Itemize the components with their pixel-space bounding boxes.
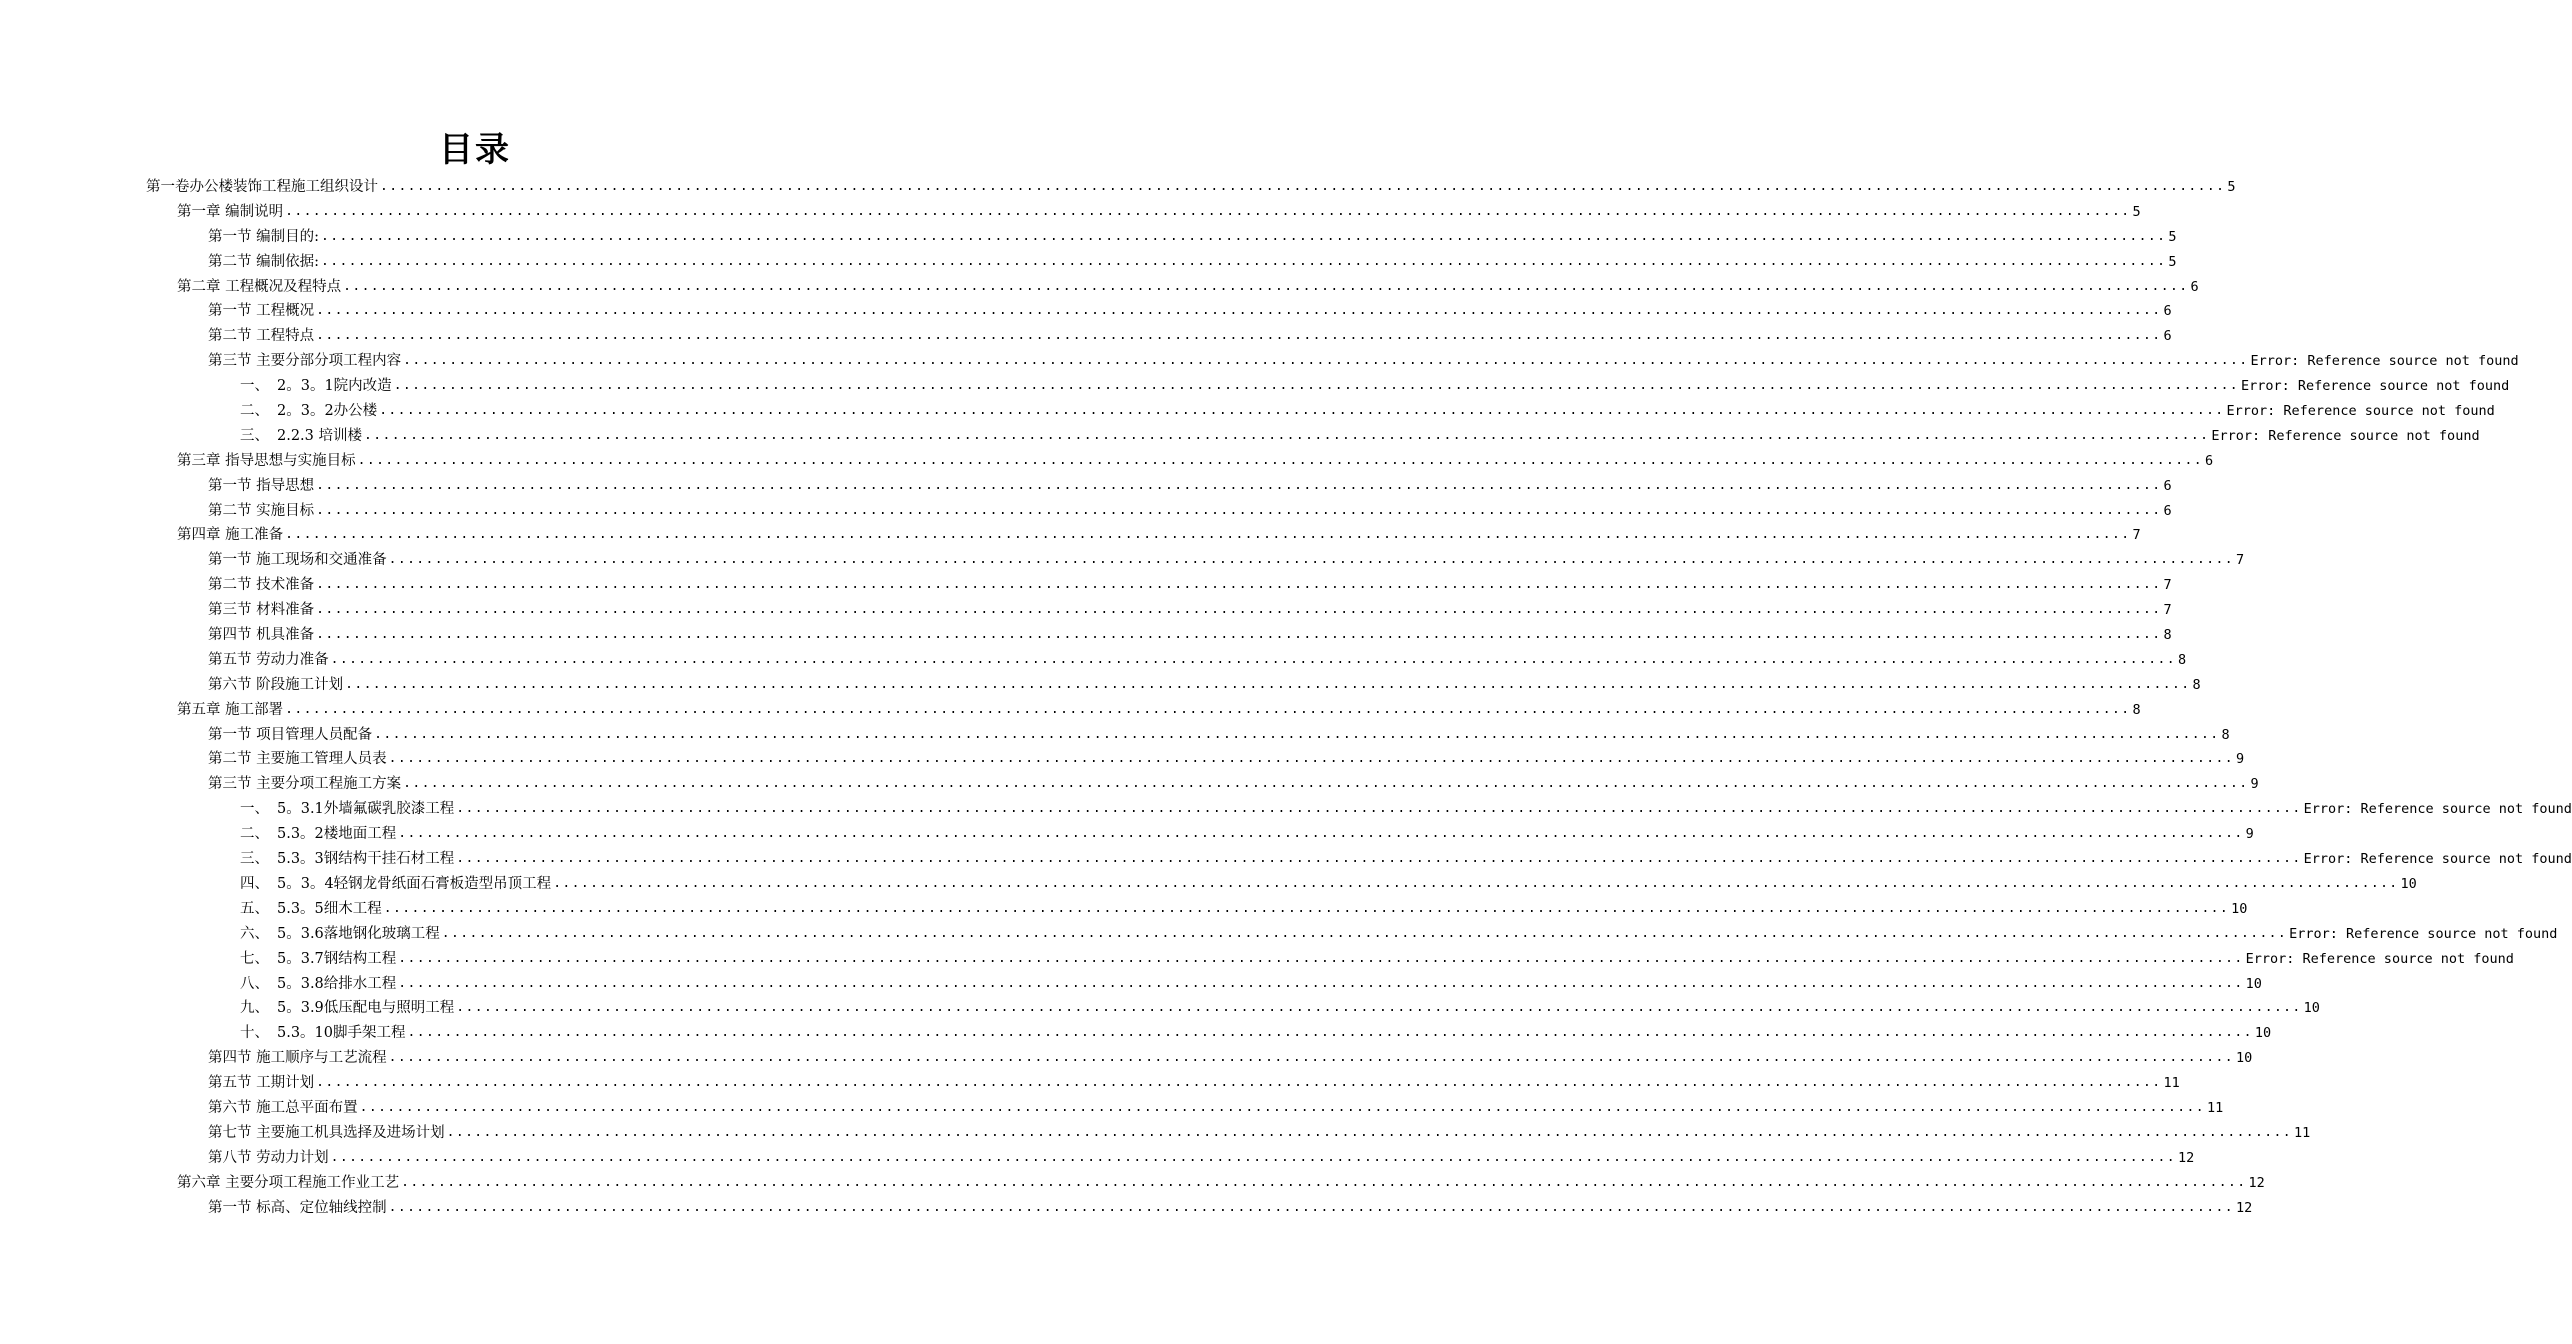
- toc-page-number: Error: Reference source not found: [2241, 378, 2510, 395]
- toc-entry-label: [208, 1046, 387, 1071]
- toc-page-number: 7: [2235, 552, 2245, 569]
- toc-entry[interactable]: [0, 349, 2519, 374]
- toc-entry[interactable]: [0, 523, 2141, 548]
- toc-dot-leader: ........................................................................................................................................................................................................: [383, 900, 2230, 916]
- toc-entry-label: [208, 349, 401, 374]
- toc-page-number: 5: [2168, 228, 2177, 245]
- toc-page-number: Error: Reference source not found: [2245, 950, 2514, 967]
- toc-dot-leader: ........................................................................................................................................................................................................: [316, 577, 2162, 593]
- toc-entry-title: 第六章 主要分项工程施工作业工艺: [177, 1174, 400, 1191]
- toc-page-number: 12: [2177, 1149, 2195, 1166]
- toc-dot-leader: ........................................................................................................................................................................................................: [380, 179, 2226, 194]
- toc-entry[interactable]: [0, 374, 2510, 399]
- toc-entry-label: [177, 449, 356, 474]
- toc-entry-label: [240, 996, 454, 1021]
- toc-page-number: 11: [2206, 1099, 2224, 1116]
- toc-page-number: 6: [2204, 452, 2214, 469]
- toc-page-number: 7: [2163, 577, 2172, 594]
- toc-entry-label: [208, 474, 314, 499]
- toc-entry[interactable]: [0, 1171, 2265, 1196]
- toc-page-number: 6: [2163, 328, 2172, 345]
- toc-entry-label: [208, 772, 401, 797]
- toc-dot-leader: ........................................................................................................................................................................................................: [316, 1075, 2162, 1091]
- toc-dot-leader: ........................................................................................................................................................................................................: [456, 801, 2302, 817]
- toc-dot-leader: ........................................................................................................................................................................................................: [316, 477, 2162, 493]
- toc-page-number: 9: [2245, 826, 2254, 843]
- toc-entry[interactable]: [0, 822, 2254, 847]
- toc-dot-leader: ........................................................................................................................................................................................................: [388, 1050, 2234, 1066]
- toc-entry[interactable]: [0, 698, 2141, 723]
- toc-entry-label: [240, 399, 377, 424]
- toc-entry[interactable]: [0, 424, 2480, 449]
- toc-dot-leader: ........................................................................................................................................................................................................: [321, 228, 2167, 244]
- toc-page-number: 6: [2163, 477, 2172, 494]
- toc-entry-label: [208, 1096, 358, 1121]
- toc-entry-title: 第一节 指导思想: [208, 477, 315, 494]
- toc-entry-title: 第二节 实施目标: [208, 502, 315, 519]
- toc-entry[interactable]: [0, 897, 2248, 922]
- toc-entry-label: [208, 1146, 329, 1171]
- toc-page-number: 10: [2235, 1050, 2253, 1067]
- toc-page-number: 8: [2192, 676, 2201, 693]
- toc-entry-title: 5。3.1外墙氟碳乳胶漆工程: [277, 801, 455, 818]
- toc-entry-title: 第一节 施工现场和交通准备: [208, 552, 387, 569]
- toc-dot-leader: ........................................................................................................................................................................................................: [316, 502, 2162, 518]
- toc-page-number: 10: [2254, 1025, 2272, 1042]
- toc-entry-label: [240, 822, 396, 847]
- toc-entry[interactable]: [0, 847, 2572, 872]
- toc-dot-leader: ........................................................................................................................................................................................................: [316, 627, 2162, 643]
- toc-entry-title: 5。3.6落地钢化玻璃工程: [277, 925, 440, 942]
- toc-entry-title: 第一节 编制目的:: [208, 228, 319, 245]
- toc-entry-title: 5.3。10脚手架工程: [277, 1025, 406, 1042]
- toc-entry-label: [208, 299, 314, 324]
- toc-entry-label: [240, 847, 454, 872]
- toc-entry-title: 第三节 主要分部分项工程内容: [208, 353, 402, 370]
- toc-entry-title: 第五章 施工部署: [177, 701, 284, 718]
- toc-dot-leader: ........................................................................................................................................................................................................: [285, 701, 2131, 717]
- toc-entry-label: [208, 648, 329, 673]
- toc-entry-number: 一、: [240, 378, 269, 395]
- toc-entry[interactable]: [0, 175, 2236, 200]
- toc-entry-number: 六、: [240, 925, 269, 942]
- toc-page-number: Error: Reference source not found: [2303, 801, 2572, 818]
- toc-entry-title: 第七节 主要施工机具选择及进场计划: [208, 1124, 445, 1141]
- toc-entry-title: 2。3。2办公楼: [277, 403, 378, 420]
- toc-page-number: 6: [2190, 278, 2199, 295]
- toc-dot-leader: ........................................................................................................................................................................................................: [446, 1124, 2292, 1140]
- toc-page-number: 10: [2400, 875, 2417, 892]
- toc-page-number: 7: [2132, 527, 2141, 544]
- toc-entry-title: 第三节 材料准备: [208, 602, 315, 619]
- toc-entry-label: [146, 175, 378, 200]
- toc-entry-label: [240, 1021, 406, 1046]
- toc-entry[interactable]: [0, 1021, 2272, 1046]
- toc-entry-title: 第一节 项目管理人员配备: [208, 726, 373, 743]
- toc-entry-label: [208, 598, 314, 623]
- toc-entry-title: 第三节 主要分项工程施工方案: [208, 776, 402, 793]
- toc-entry-label: [177, 275, 341, 300]
- toc-entry-title: 第五节 工期计划: [208, 1075, 315, 1092]
- toc-entry[interactable]: [0, 1121, 2311, 1146]
- toc-page-number: 12: [2248, 1174, 2265, 1191]
- toc-page-number: 5: [2227, 179, 2236, 195]
- toc-dot-leader: ........................................................................................................................................................................................................: [357, 452, 2203, 468]
- toc-page-number: Error: Reference source not found: [2289, 925, 2558, 942]
- toc-dot-leader: ........................................................................................................................................................................................................: [403, 353, 2249, 369]
- toc-entry[interactable]: [0, 275, 2199, 300]
- toc-dot-leader: ........................................................................................................................................................................................................: [285, 527, 2131, 543]
- toc-entry-label: [208, 225, 319, 250]
- toc-entry[interactable]: [0, 1071, 2180, 1096]
- toc-page-number: Error: Reference source not found: [2303, 851, 2572, 868]
- table-of-contents: [0, 175, 2572, 1220]
- toc-dot-leader: ........................................................................................................................................................................................................: [401, 1174, 2247, 1190]
- toc-entry-label: [208, 1071, 314, 1096]
- toc-entry-number: 七、: [240, 950, 269, 967]
- toc-entry-label: [240, 872, 551, 897]
- toc-entry-number: 十、: [240, 1025, 269, 1042]
- toc-dot-leader: ........................................................................................................................................................................................................: [316, 303, 2162, 319]
- toc-page-number: 5: [2132, 203, 2141, 220]
- toc-entry[interactable]: [0, 922, 2558, 947]
- toc-entry-title: 5。3.7钢结构工程: [277, 950, 397, 967]
- toc-entry-number: 五、: [240, 900, 269, 917]
- toc-entry-number: 八、: [240, 975, 269, 992]
- toc-entry[interactable]: [0, 648, 2187, 673]
- toc-entry-label: [240, 947, 396, 972]
- toc-page-number: 11: [2163, 1075, 2180, 1092]
- toc-entry[interactable]: [0, 548, 2245, 573]
- toc-entry-label: [177, 1171, 399, 1196]
- toc-entry[interactable]: [0, 947, 2514, 972]
- toc-entry-title: 5.3。5细木工程: [277, 900, 382, 917]
- toc-entry-title: 第五节 劳动力准备: [208, 651, 329, 668]
- toc-entry[interactable]: [0, 673, 2201, 698]
- toc-dot-leader: ........................................................................................................................................................................................................: [374, 726, 2220, 742]
- toc-page-number: 12: [2235, 1199, 2253, 1216]
- toc-entry-label: [240, 424, 362, 449]
- toc-dot-leader: ........................................................................................................................................................................................................: [393, 378, 2240, 394]
- toc-entry-title: 第二节 工程特点: [208, 328, 315, 345]
- toc-entry-label: [208, 548, 387, 573]
- toc-entry-title: 2。3。1院内改造: [277, 378, 392, 395]
- toc-page-number: 9: [2250, 776, 2259, 793]
- toc-entry[interactable]: [0, 449, 2214, 474]
- toc-entry[interactable]: [0, 972, 2262, 997]
- toc-entry[interactable]: [0, 474, 2172, 499]
- toc-entry[interactable]: [0, 225, 2177, 250]
- toc-entry[interactable]: [0, 623, 2172, 648]
- toc-page-number: Error: Reference source not found: [2250, 353, 2519, 370]
- toc-dot-leader: ........................................................................................................................................................................................................: [441, 925, 2288, 941]
- toc-entry-label: [177, 523, 283, 548]
- toc-entry-label: [240, 922, 440, 947]
- toc-entry[interactable]: [0, 573, 2172, 598]
- toc-entry[interactable]: [0, 747, 2245, 772]
- toc-dot-leader: ........................................................................................................................................................................................................: [330, 1149, 2176, 1165]
- toc-entry-label: [208, 250, 319, 275]
- toc-entry-label: [208, 723, 372, 748]
- toc-dot-leader: ........................................................................................................................................................................................................: [343, 278, 2189, 294]
- toc-entry-label: [240, 797, 454, 822]
- toc-entry-number: 一、: [240, 801, 269, 818]
- toc-dot-leader: ........................................................................................................................................................................................................: [379, 403, 2225, 419]
- toc-dot-leader: ........................................................................................................................................................................................................: [388, 751, 2234, 767]
- toc-entry[interactable]: [0, 299, 2172, 324]
- toc-dot-leader: ........................................................................................................................................................................................................: [316, 602, 2162, 618]
- toc-entry-label: [208, 1196, 387, 1221]
- toc-entry-label: [208, 573, 314, 598]
- toc-page-number: 6: [2163, 303, 2172, 320]
- toc-dot-leader: ........................................................................................................................................................................................................: [403, 776, 2249, 792]
- toc-entry-title: 第三章 指导思想与实施目标: [177, 452, 356, 469]
- toc-entry-title: 5。3。4轻钢龙骨纸面石膏板造型吊顶工程: [277, 875, 552, 892]
- toc-entry-title: 第八节 劳动力计划: [208, 1149, 329, 1166]
- toc-entry[interactable]: [0, 1196, 2253, 1221]
- toc-entry[interactable]: [0, 598, 2172, 623]
- toc-page-number: Error: Reference source not found: [2226, 403, 2495, 420]
- toc-entry-label: [240, 374, 392, 399]
- toc-entry-title: 2.2.3 培训楼: [277, 427, 363, 444]
- toc-entry[interactable]: [0, 1046, 2253, 1071]
- toc-entry-title: 第二节 技术准备: [208, 577, 315, 594]
- toc-page-number: 10: [2303, 1000, 2320, 1017]
- toc-dot-leader: ........................................................................................................................................................................................................: [388, 1199, 2234, 1215]
- toc-entry-number: 九、: [240, 1000, 269, 1017]
- toc-entry-number: 三、: [240, 851, 269, 868]
- toc-page-number: Error: Reference source not found: [2211, 427, 2480, 444]
- toc-dot-leader: ........................................................................................................................................................................................................: [553, 875, 2399, 891]
- toc-page-number: 8: [2163, 627, 2172, 644]
- toc-entry-title: 第二节 编制依据:: [208, 253, 319, 270]
- toc-dot-leader: ........................................................................................................................................................................................................: [359, 1099, 2205, 1115]
- toc-entry[interactable]: [0, 1146, 2195, 1171]
- toc-entry-title: 第二章 工程概况及程特点: [177, 278, 342, 295]
- toc-entry-title: 第一章 编制说明: [177, 203, 284, 220]
- toc-entry-label: [177, 698, 283, 723]
- toc-entry-title: 第四章 施工准备: [177, 527, 284, 544]
- toc-entry[interactable]: [0, 1096, 2224, 1121]
- toc-entry[interactable]: [0, 200, 2141, 225]
- toc-entry[interactable]: [0, 324, 2172, 349]
- toc-dot-leader: ........................................................................................................................................................................................................: [398, 950, 2244, 966]
- toc-dot-leader: ........................................................................................................................................................................................................: [456, 851, 2302, 867]
- toc-entry-label: [208, 499, 314, 524]
- toc-dot-leader: ........................................................................................................................................................................................................: [316, 328, 2162, 344]
- toc-entry-label: [208, 623, 314, 648]
- toc-entry-label: [208, 747, 387, 772]
- toc-entry[interactable]: [0, 797, 2572, 822]
- toc-entry-title: 第一节 标高、定位轴线控制: [208, 1199, 387, 1216]
- toc-entry-label: [177, 200, 283, 225]
- toc-entry-number: 二、: [240, 403, 269, 420]
- toc-entry-number: 四、: [240, 875, 269, 892]
- toc-entry[interactable]: [0, 872, 2417, 897]
- toc-dot-leader: ........................................................................................................................................................................................................: [407, 1025, 2253, 1041]
- toc-entry-title: 第六节 阶段施工计划: [208, 676, 344, 693]
- toc-entry-title: 第四节 施工顺序与工艺流程: [208, 1050, 387, 1067]
- toc-entry-title: 5。3.8给排水工程: [277, 975, 397, 992]
- toc-entry-number: 三、: [240, 427, 269, 444]
- toc-page-number: 5: [2168, 253, 2177, 270]
- toc-entry[interactable]: [0, 250, 2177, 275]
- toc-entry-title: 第六节 施工总平面布置: [208, 1099, 358, 1116]
- toc-dot-leader: ........................................................................................................................................................................................................: [364, 427, 2210, 443]
- toc-dot-leader: ........................................................................................................................................................................................................: [398, 975, 2244, 991]
- toc-entry-title: 5。3.9低压配电与照明工程: [277, 1000, 455, 1017]
- toc-dot-leader: ........................................................................................................................................................................................................: [388, 552, 2234, 568]
- toc-entry-title: 第四节 机具准备: [208, 627, 315, 644]
- toc-entry-label: [208, 673, 343, 698]
- toc-page-number: 9: [2235, 751, 2245, 768]
- toc-page-number: 8: [2132, 701, 2141, 718]
- toc-page-number: 6: [2163, 502, 2172, 519]
- toc-entry-label: [240, 972, 396, 997]
- toc-entry[interactable]: [0, 399, 2495, 424]
- toc-entry-label: [240, 897, 382, 922]
- toc-dot-leader: ........................................................................................................................................................................................................: [345, 676, 2191, 692]
- toc-dot-leader: ........................................................................................................................................................................................................: [321, 253, 2167, 269]
- toc-page-number: 10: [2245, 975, 2262, 992]
- toc-entry-title: 第一卷办公楼装饰工程施工组织设计: [146, 179, 378, 195]
- toc-page-number: 11: [2293, 1124, 2311, 1141]
- toc-page-number: 10: [2231, 900, 2248, 917]
- toc-dot-leader: ........................................................................................................................................................................................................: [330, 651, 2176, 667]
- toc-entry-title: 5.3。3钢结构干挂石材工程: [277, 851, 455, 868]
- toc-entry[interactable]: [0, 723, 2230, 748]
- toc-entry-label: [208, 324, 314, 349]
- toc-entry[interactable]: [0, 499, 2172, 524]
- toc-entry-title: 第一节 工程概况: [208, 303, 315, 320]
- page-title: 目录: [439, 130, 511, 170]
- toc-entry-title: 5.3。2楼地面工程: [277, 826, 397, 843]
- toc-entry-number: 二、: [240, 826, 269, 843]
- toc-dot-leader: ........................................................................................................................................................................................................: [398, 826, 2244, 842]
- toc-entry[interactable]: [0, 772, 2259, 797]
- toc-dot-leader: ........................................................................................................................................................................................................: [456, 1000, 2302, 1016]
- toc-page-number: 7: [2163, 602, 2172, 619]
- toc-entry[interactable]: [0, 996, 2320, 1021]
- toc-dot-leader: ........................................................................................................................................................................................................: [285, 203, 2131, 219]
- toc-page-number: 8: [2221, 726, 2230, 743]
- toc-page-number: 8: [2177, 651, 2187, 668]
- toc-entry-label: [208, 1121, 445, 1146]
- toc-entry-title: 第二节 主要施工管理人员表: [208, 751, 387, 768]
